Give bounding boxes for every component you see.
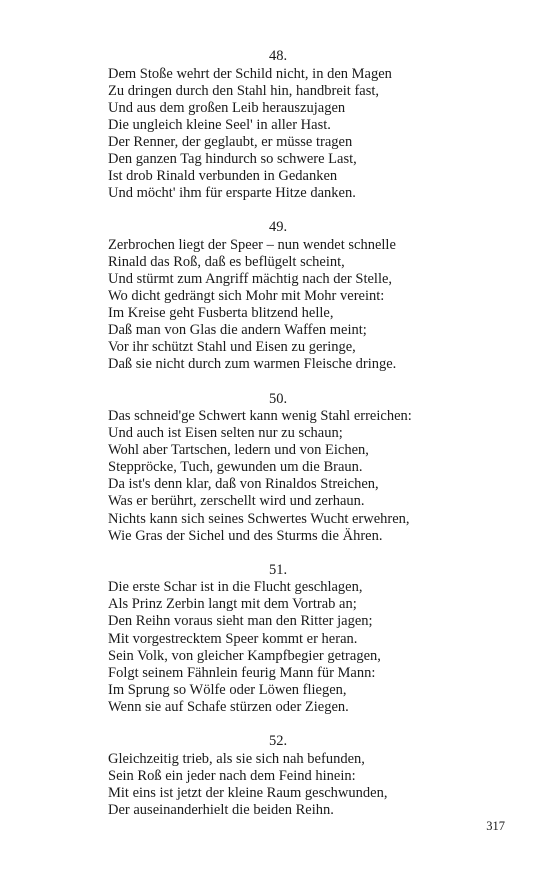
verse-line: Zerbrochen liegt der Speer – nun wendet schnelle: [108, 236, 396, 253]
verse-line: Und möcht' ihm für ersparte Hitze danken.: [108, 185, 356, 202]
verse-line: Den ganzen Tag hindurch so schwere Last,: [108, 150, 357, 167]
verse-line: Der auseinanderhielt die beiden Reihn.: [108, 801, 334, 818]
verse-line: Und auch ist Eisen selten nur zu schaun;: [108, 425, 343, 442]
stanza-number: 49.: [268, 219, 288, 236]
poem-body: [108, 48, 448, 836]
verse-line: Die erste Schar ist in die Flucht geschlagen,: [108, 579, 363, 596]
verse-line: Der Renner, der geglaubt, er müsse tragen: [108, 133, 353, 150]
verse-line: Wo dicht gedrängt sich Mohr mit Mohr vereint:: [108, 288, 385, 305]
verse-line: Mit eins ist jetzt der kleine Raum geschwunden,: [108, 784, 388, 801]
stanza: [108, 562, 448, 716]
verse-line: Sein Volk, von gleicher Kampfbegier getragen,: [108, 647, 381, 664]
verse-line: Die ungleich kleine Seel' in aller Hast.: [108, 116, 331, 133]
stanza-number: 50.: [268, 390, 288, 407]
verse-line: Wohl aber Tartschen, ledern und von Eichen,: [108, 442, 369, 459]
verse-line: Und aus dem großen Leib herauszujagen: [108, 99, 346, 116]
verse-line: Als Prinz Zerbin langt mit dem Vortrab an;: [108, 596, 357, 613]
verse-line: Steppröcke, Tuch, gewunden um die Braun.: [108, 459, 363, 476]
verse-line: Dem Stoße wehrt der Schild nicht, in den Magen: [108, 65, 392, 82]
stanza-number: 48.: [268, 48, 288, 64]
verse-line: Ist drob Rinald verbunden in Gedanken: [108, 168, 338, 185]
verse-line: Folgt seinem Fähnlein feurig Mann für Mann:: [108, 664, 376, 681]
verse-line: Nichts kann sich seines Schwertes Wucht erwehren,: [108, 510, 410, 527]
page-number: 317: [486, 819, 505, 833]
stanza: [108, 219, 448, 373]
verse-line: Im Kreise geht Fusberta blitzend helle,: [108, 305, 334, 322]
verse-line: Da ist's denn klar, daß von Rinaldos Streichen,: [108, 476, 379, 493]
verse-line: Daß man von Glas die andern Waffen meint;: [108, 322, 367, 339]
verse-line: Wenn sie auf Schafe stürzen oder Ziegen.: [108, 698, 349, 715]
stanza: [108, 733, 448, 819]
verse-line: Gleichzeitig trieb, als sie sich nah befunden,: [108, 750, 365, 767]
verse-line: Wie Gras der Sichel und des Sturms die Ähren.: [108, 527, 383, 544]
stanza-number: 52.: [268, 733, 288, 749]
verse-line: Mit vorgestrecktem Speer kommt er heran.: [108, 630, 358, 647]
stanza-number: 51.: [268, 561, 288, 578]
verse-line: Rinald das Roß, daß es beflügelt scheint,: [108, 253, 345, 270]
verse-line: Sein Roß ein jeder nach dem Feind hinein:: [108, 767, 356, 784]
verse-line: Vor ihr schützt Stahl und Eisen zu geringe,: [108, 339, 356, 356]
verse-line: Daß sie nicht durch zum warmen Fleische dringe.: [108, 356, 397, 373]
verse-line: Das schneid'ge Schwert kann wenig Stahl erreichen:: [108, 408, 412, 424]
verse-line: Zu dringen durch den Stahl hin, handbreit fast,: [108, 82, 380, 99]
stanza: [108, 48, 448, 202]
stanza: [108, 391, 448, 545]
verse-line: Und stürmt zum Angriff mächtig nach der Stelle,: [108, 270, 393, 287]
verse-line: Im Sprung so Wölfe oder Löwen fliegen,: [108, 681, 347, 698]
verse-line: Den Reihn voraus sieht man den Ritter jagen;: [108, 613, 373, 630]
verse-line: Was er berührt, zerschellt wird und zerhaun.: [108, 493, 365, 510]
